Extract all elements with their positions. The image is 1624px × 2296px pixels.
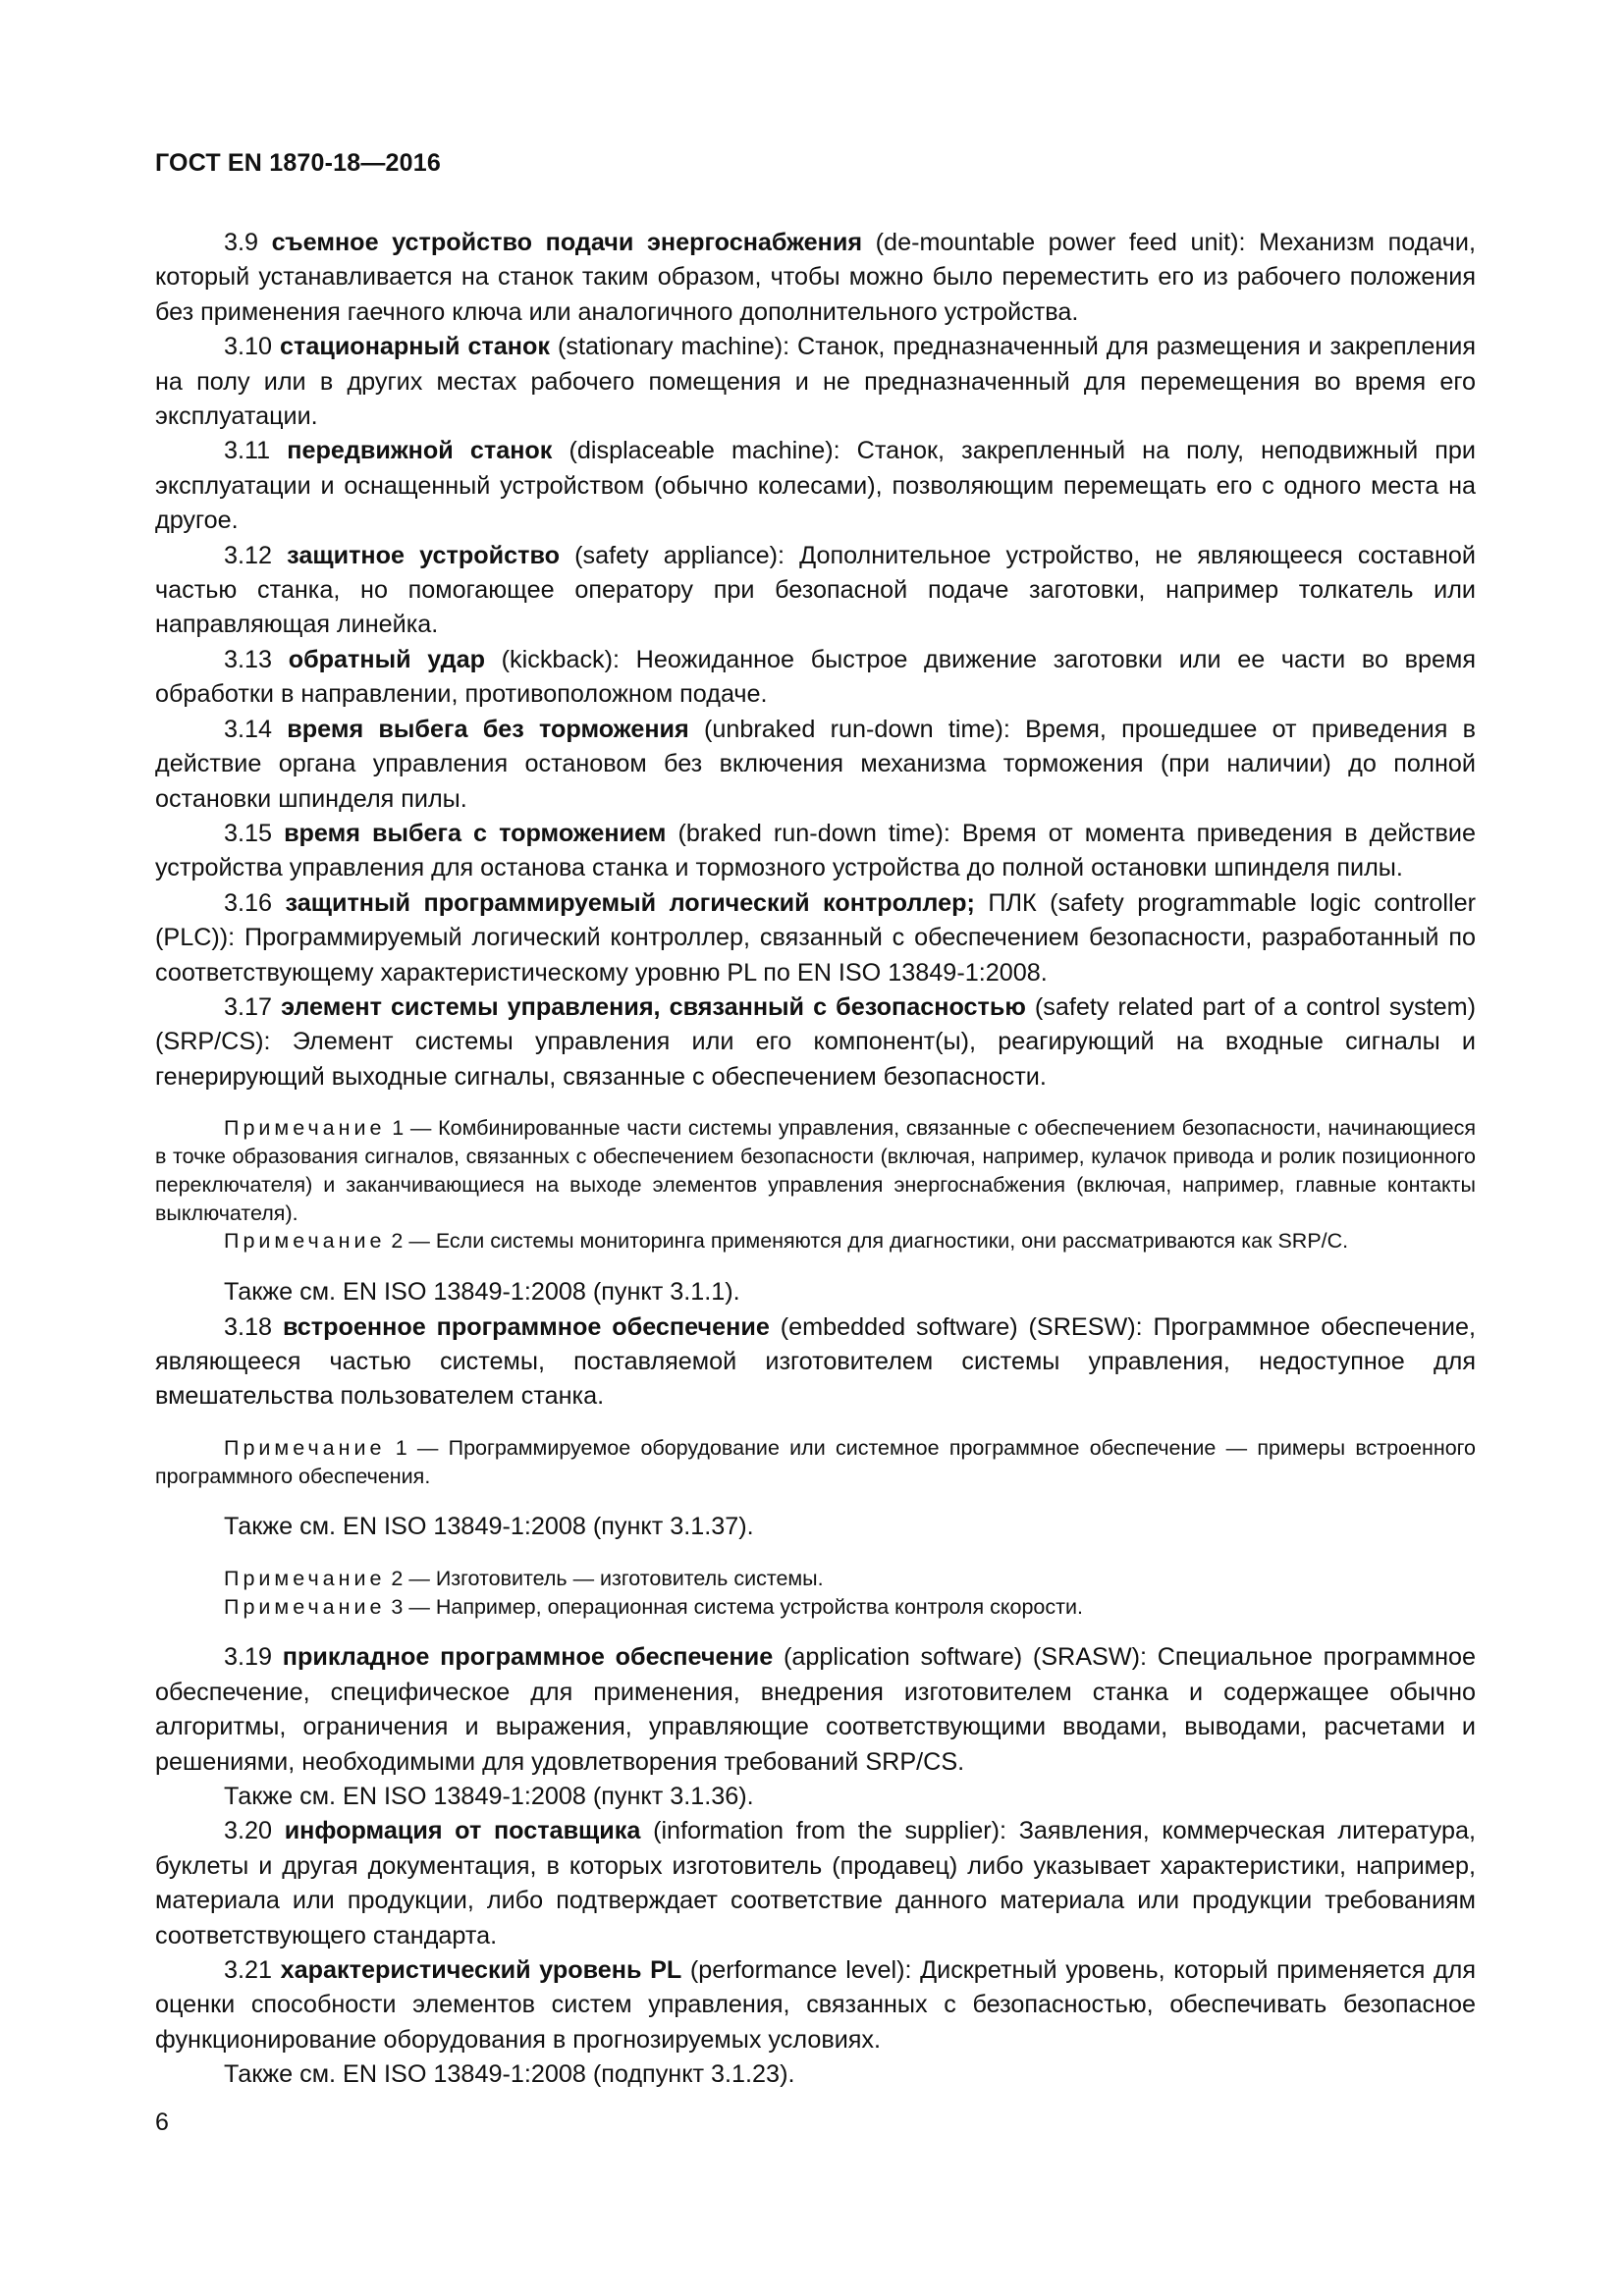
note-number: 2 [385,1229,404,1254]
reference-line: Также см. EN ISO 13849-1:2008 (подпункт 3.1.23). [224,2060,795,2089]
term-name: стационарный станок [279,333,551,361]
term-entry [155,539,1476,643]
term-name: передвижной станок [287,437,553,465]
term-definition: (embedded software) (SRESW): Программное обеспечение, являющееся частью системы, поставляемой изготовителем системы управления, недоступное для вмешательства пользователем станка. [155,1312,1477,1411]
term-number: 3.17 [224,992,273,1021]
term-number: 3.13 [224,645,273,673]
note-text: — Если системы мониторинга применяются для диагностики, они рассматриваются как SRP/C. [403,1229,1349,1254]
note-label: Примечание [224,1594,386,1619]
term-definition: (performance level): Дискретный уровень, который применяется для оценки способности элементов систем управления, связанных с безопасностью, обеспечивать безопасное функционирование оборудования в прогнозируемых условиях. [155,1956,1476,2054]
term-definition: (information from the supplier): Заявления, коммерческая литература, буклеты и другая документация, в которых изготовитель (продавец) либо указывает характеристики, например, материала или продукции, либо подтверждает соответствие данного материала или продукции требованиям соответствующего стандарта. [155,1817,1477,1949]
note [155,1227,1476,1255]
note [155,1114,1476,1227]
note-label: Примечание [224,1566,386,1590]
reference-line: Также см. EN ISO 13849-1:2008 (пункт 3.1.36). [224,1782,754,1810]
term-number: 3.10 [224,333,273,361]
note [155,1434,1476,1491]
term-entry [155,886,1476,990]
note-number: 2 [385,1566,404,1590]
term-name: информация от поставщика [284,1817,641,1845]
term-entry [155,1310,1476,1415]
term-name: защитное устройство [287,541,560,569]
page-number: 6 [155,2109,169,2136]
note-label: Примечание [224,1229,386,1254]
term-number: 3.12 [224,541,273,569]
term-number: 3.16 [224,888,273,917]
term-name: прикладное программное обеспечение [282,1643,774,1672]
term-number: 3.18 [224,1312,273,1341]
reference-line: Также см. EN ISO 13849-1:2008 (пункт 3.1.1). [224,1278,740,1307]
term-definition: (displaceable machine): Станок, закрепленный на полу, неподвижный при эксплуатации и оснащенный устройством (обычно колесами), позволяющим перемещать его с одного места на другое. [155,437,1476,535]
note [155,1593,1476,1622]
term-name: элемент системы управления, связанный с безопасностью [281,992,1026,1021]
note-text: — Например, операционная система устройства контроля скорости. [403,1594,1083,1619]
term-entry [155,330,1476,434]
term-entry [155,1640,1476,1780]
term-name: время выбега с торможением [284,819,667,847]
term-definition: (safety appliance): Дополнительное устройство, не являющееся составной частью станка, но помогающее оператору при безопасной подаче заготовки, например толкатель или направляющая линейка. [155,541,1476,639]
term-definition: (application software) (SRASW): Специальное программное обеспечение, специфическое для применения, внедрения изготовителем станка и содержащее обычно алгоритмы, ограничения и выражения, управляющие соответствующими вводами, выводами, расчетами и решениями, необходимыми для удовлетворения требований SRP/CS. [155,1643,1476,1776]
term-definition: (braked run-down time): Время от момента приведения в действие устройства управления для останова станка и тормозного устройства до полной остановки шпинделя пилы. [155,819,1476,882]
note-text: — Изготовитель — изготовитель системы. [403,1566,824,1590]
note [155,1565,1476,1593]
term-entry [155,226,1476,330]
term-number: 3.19 [224,1643,273,1672]
term-number: 3.11 [224,437,271,465]
term-name: время выбега без торможения [287,715,689,743]
note-label: Примечание [224,1116,386,1141]
term-entry [155,713,1476,817]
note-number: 1 [385,1116,405,1141]
term-definition: (de-mountable power feed unit): Механизм подачи, который устанавливается на станок таким образом, чтобы можно было переместить его из рабочего положения без применения гаечного ключа или аналогичного дополнительного устройства. [155,229,1476,326]
term-definition: ПЛК (safety programmable logic controller (PLC)): Программируемый логический контроллер, связанный с обеспечением безопасности, разработанный по соответствующему характеристическому уровню PL по EN ISO 13849-1:2008. [155,888,1477,987]
term-name: встроенное программное обеспечение [282,1312,770,1341]
note-text: — Комбинированные части системы управления, связанные с обеспечением безопасности, начинающиеся в точке образования сигналов, связанных с обеспечением безопасности (включая, например, кулачок привода и ролик позиционного переключателя) и заканчивающиеся на выходе элементов управления энергоснабжения (включая, например, главные контакты выключателя). [155,1116,1476,1225]
term-number: 3.14 [224,715,273,743]
reference-line: Также см. EN ISO 13849-1:2008 (пункт 3.1.37). [224,1513,754,1541]
term-number: 3.20 [224,1817,273,1845]
term-name: защитный программируемый логический контроллер; [285,888,975,917]
document-body [155,226,1476,2093]
term-entry [155,990,1476,1095]
term-entry [155,434,1476,538]
term-number: 3.21 [224,1956,273,1985]
term-definition: (stationary machine): Станок, предназначенный для размещения и закрепления на полу или в других местах рабочего помещения и не предназначенный для перемещения во время его эксплуатации. [155,333,1476,431]
term-definition: (unbraked run-down time): Время, прошедшее от приведения в действие органа управления остановом без включения механизма торможения (при наличии) до полной остановки шпинделя пилы. [155,715,1477,813]
term-name: съемное устройство подачи энергоснабжения [271,229,863,256]
term-definition: (safety related part of a control system) (SRP/CS): Элемент системы управления или его компонент(ы), реагирующий на входные сигналы и генерирующий выходные сигналы, связанные с обеспечением безопасности. [155,992,1477,1091]
term-name: обратный удар [288,645,486,673]
note-label: Примечание [224,1435,386,1460]
note-text: — Программируемое оборудование или системное программное обеспечение — примеры встроенного программного обеспечения. [155,1435,1476,1488]
term-entry [155,643,1476,713]
term-number: 3.15 [224,819,273,847]
term-definition: (kickback): Неожиданное быстрое движение заготовки или ее части во время обработки в направлении, противоположном подаче. [155,645,1477,709]
note-number: 1 [385,1435,407,1460]
term-number: 3.9 [224,229,259,256]
note-number: 3 [385,1594,404,1619]
term-entry [155,1953,1476,2057]
term-entry [155,1814,1476,1953]
term-name: характеристический уровень PL [280,1956,682,1985]
term-entry [155,817,1476,886]
document-header: ГОСТ EN 1870-18—2016 [155,149,441,177]
